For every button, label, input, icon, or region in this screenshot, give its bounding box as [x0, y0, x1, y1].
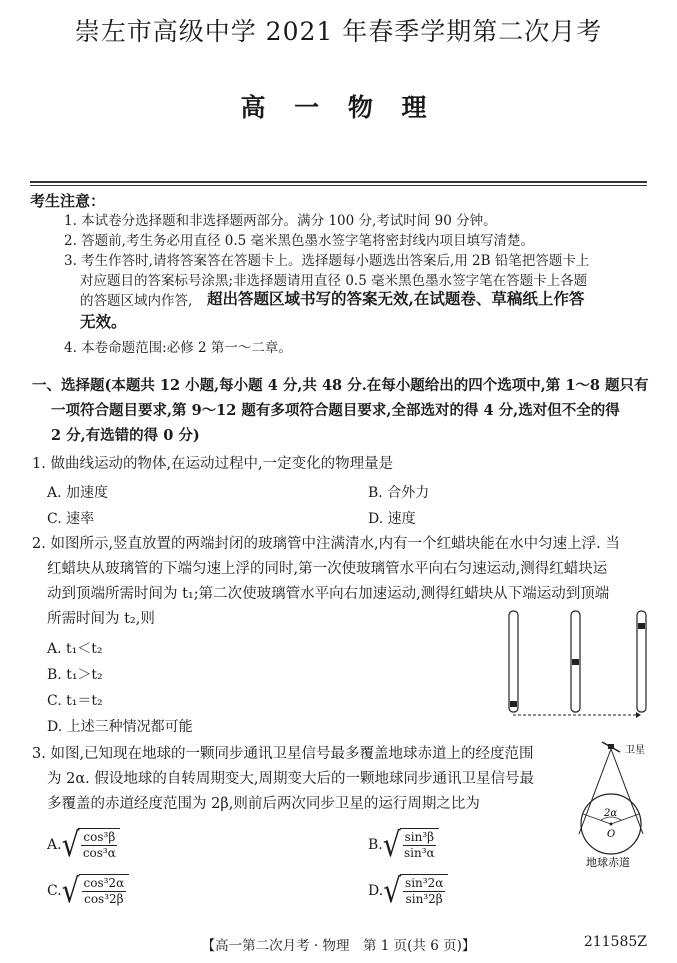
- sqrt-icon: √: [61, 870, 80, 910]
- sqrt-icon: √: [382, 824, 401, 864]
- fraction-numerator: cos³β: [83, 830, 116, 844]
- satellite-label: 卫星: [625, 745, 645, 756]
- fraction-denominator: cos³2β: [84, 892, 124, 906]
- divider: [30, 181, 647, 183]
- option-label: A.: [47, 836, 62, 853]
- q3-option-d: [368, 870, 448, 910]
- page-title: 崇左市高级中学 2021 年春季学期第二次月考: [74, 17, 603, 46]
- q1-option-d: D. 速度: [368, 511, 416, 527]
- document-code: 211585Z: [583, 934, 647, 950]
- notice-line: 的答题区域内作答,: [80, 293, 193, 309]
- divider: [30, 185, 647, 186]
- section-heading: 一项符合题目要求,第 9～12 题有多项符合题目要求,全部选对的得 4 分,选对但不全的得: [51, 402, 620, 419]
- notice-line-emphasis: 无效。: [80, 312, 127, 331]
- sqrt-icon: √: [383, 870, 402, 910]
- fraction-numerator: sin³β: [404, 830, 435, 844]
- satellite-icon: [602, 742, 620, 752]
- notice-line: 3. 考生作答时,请将答案答在答题卡上。选择题每小题选出答案后,用 2B 铅笔把答题卡上: [64, 253, 590, 269]
- page-footer: 【高一第二次月考 · 物理 第 1 页(共 6 页)】: [201, 938, 476, 954]
- option-label: C.: [47, 882, 62, 899]
- q1-option-b: B. 合外力: [368, 485, 430, 501]
- fraction-numerator: cos³2α: [83, 876, 125, 890]
- option-label: D.: [368, 882, 384, 899]
- q3-option-b: [368, 824, 439, 864]
- question-3-stem: 为 2α. 假设地球的自转周期变大,周期变大后的一颗地球同步通讯卫星信号最: [47, 771, 534, 787]
- question-2-stem: 红蜡块从玻璃管的下端匀速上浮的同时,第一次使玻璃管水平向右匀速运动,测得红蜡块运: [47, 561, 608, 577]
- sqrt-icon: √: [61, 824, 80, 864]
- q2-option-d: D. 上述三种情况都可能: [47, 719, 193, 735]
- fraction-numerator: sin³2α: [405, 876, 444, 890]
- satellite-earth-figure: [568, 738, 664, 870]
- section-heading: 一、选择题(本题共 12 小题,每小题 4 分,共 48 分.在每小题给出的四个选项中,第 1～8 题只有: [32, 377, 649, 394]
- q2-option-c: C. t₁＝t₂: [47, 693, 103, 709]
- q3-option-c: [47, 870, 129, 910]
- section-heading: 2 分,有选错的得 0 分): [51, 427, 200, 444]
- q3-option-a: [47, 824, 120, 864]
- notice-line-emphasis: 超出答题区域书写的答案无效,在试题卷、草稿纸上作答: [207, 289, 585, 308]
- angle-label: 2α: [604, 808, 618, 819]
- question-2-stem: 所需时间为 t₂,则: [47, 611, 155, 627]
- q1-option-c: C. 速率: [47, 511, 95, 527]
- q2-option-b: B. t₁＞t₂: [47, 667, 103, 683]
- page-subtitle: 高 一 物 理: [240, 93, 437, 122]
- center-label: O: [607, 829, 616, 840]
- option-label: B.: [368, 836, 383, 853]
- question-2-stem: 2. 如图所示,竖直放置的两端封闭的玻璃管中注满清水,内有一个红蜡块能在水中匀速上浮. 当: [32, 536, 620, 552]
- question-3-stem: 3. 如图,已知现在地球的一颗同步通讯卫星信号最多覆盖地球赤道上的经度范围: [32, 746, 534, 762]
- glass-tube-figure: [500, 608, 662, 720]
- q1-option-a: A. 加速度: [47, 485, 109, 501]
- fraction-denominator: sin³α: [404, 846, 435, 860]
- fraction-denominator: cos³α: [82, 846, 116, 860]
- notice-heading: 考生注意：: [30, 192, 106, 210]
- q2-option-a: A. t₁＜t₂: [47, 641, 103, 657]
- notice-line: 1. 本试卷分选择题和非选择题两部分。满分 100 分,考试时间 90 分钟。: [64, 213, 497, 229]
- question-3-stem: 多覆盖的赤道经度范围为 2β,则前后两次同步卫星的运行周期之比为: [47, 796, 480, 812]
- notice-line: 2. 答题前,考生务必用直径 0.5 毫米黑色墨水签字笔将密封线内项目填写清楚。: [64, 233, 535, 249]
- fraction-denominator: sin³2β: [405, 892, 443, 906]
- notice-line: 对应题目的答案标号涂黑;非选择题请用直径 0.5 毫米黑色墨水签字笔在答题卡上各题: [80, 273, 588, 289]
- question-1-stem: 1. 做曲线运动的物体,在运动过程中,一定变化的物理量是: [32, 456, 394, 472]
- question-2-stem: 动到顶端所需时间为 t₁;第二次使玻璃管水平向右加速运动,测得红蜡块从下端运动到顶端: [47, 586, 610, 602]
- notice-line: 4. 本卷命题范围:必修 2 第一～二章。: [64, 340, 292, 356]
- figure-caption: 地球赤道: [586, 856, 630, 869]
